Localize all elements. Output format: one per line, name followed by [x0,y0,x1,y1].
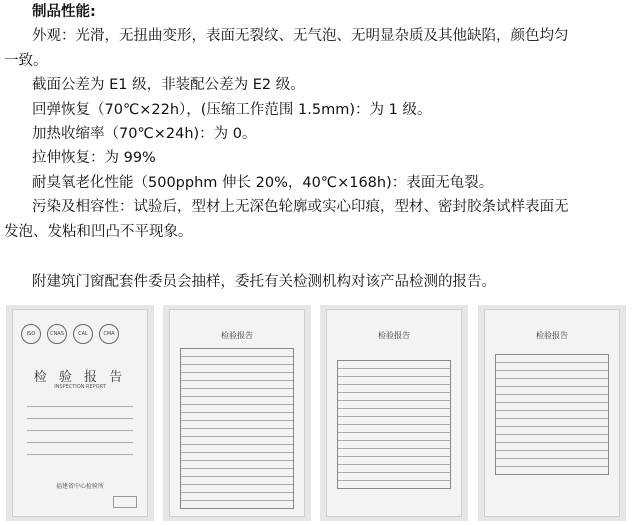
text-line: 加热收缩率（70℃×24h)：为 0。 [32,126,257,143]
report-photos [0,305,639,525]
text-line: 污染及相容性：试验后，型材上无深色轮廓或实心印痕，型材、密封胶条试样表面无 [32,199,569,216]
stamp-icon [113,496,137,508]
cover-org: 福建省中心检验所 [55,483,104,490]
closing-line: 附建筑门窗配套件委员会抽样，委托有关检测机构对该产品检测的报告。 [32,274,496,291]
text-line: 回弹恢复（70℃×22h），(压缩工作范围 1.5mm)：为 1 级。 [32,101,432,118]
report-page-title: 检验报告 [378,331,410,340]
report-page-image [320,305,468,521]
report-page-title: 检验报告 [221,331,253,340]
report-page-title: 检验报告 [536,331,568,340]
cert-logo-icon: CMA [99,324,119,344]
text-line: 截面公差为 E1 级，非装配公差为 E2 级。 [32,77,305,94]
cert-logo-icon: CAL [73,324,93,344]
text-line: 拉伸恢复：为 99% [32,150,156,167]
cert-logo-icon: CNAS [47,324,67,344]
section-heading: 制品性能: [32,4,96,20]
report-cover-image [6,305,154,521]
text-line: 外观：光滑，无扭曲变形，表面无裂纹、无气泡、无明显杂质及其他缺陷，颜色均匀 [32,28,569,45]
cover-subtitle: INSPECTION REPORT [54,384,106,390]
text-block [4,0,636,294]
text-line: 发泡、发粘和凹凸不平现象。 [4,223,193,240]
text-line: 一致。 [4,52,48,69]
cover-title: 检 验 报 告 [33,370,127,385]
cert-logo-icon: ISO [21,324,41,344]
text-line: 耐臭氧老化性能（500pphm 伸长 20%，40℃×168h)：表面无龟裂。 [32,174,494,191]
report-page-image [478,305,626,521]
report-page-image [163,305,311,521]
